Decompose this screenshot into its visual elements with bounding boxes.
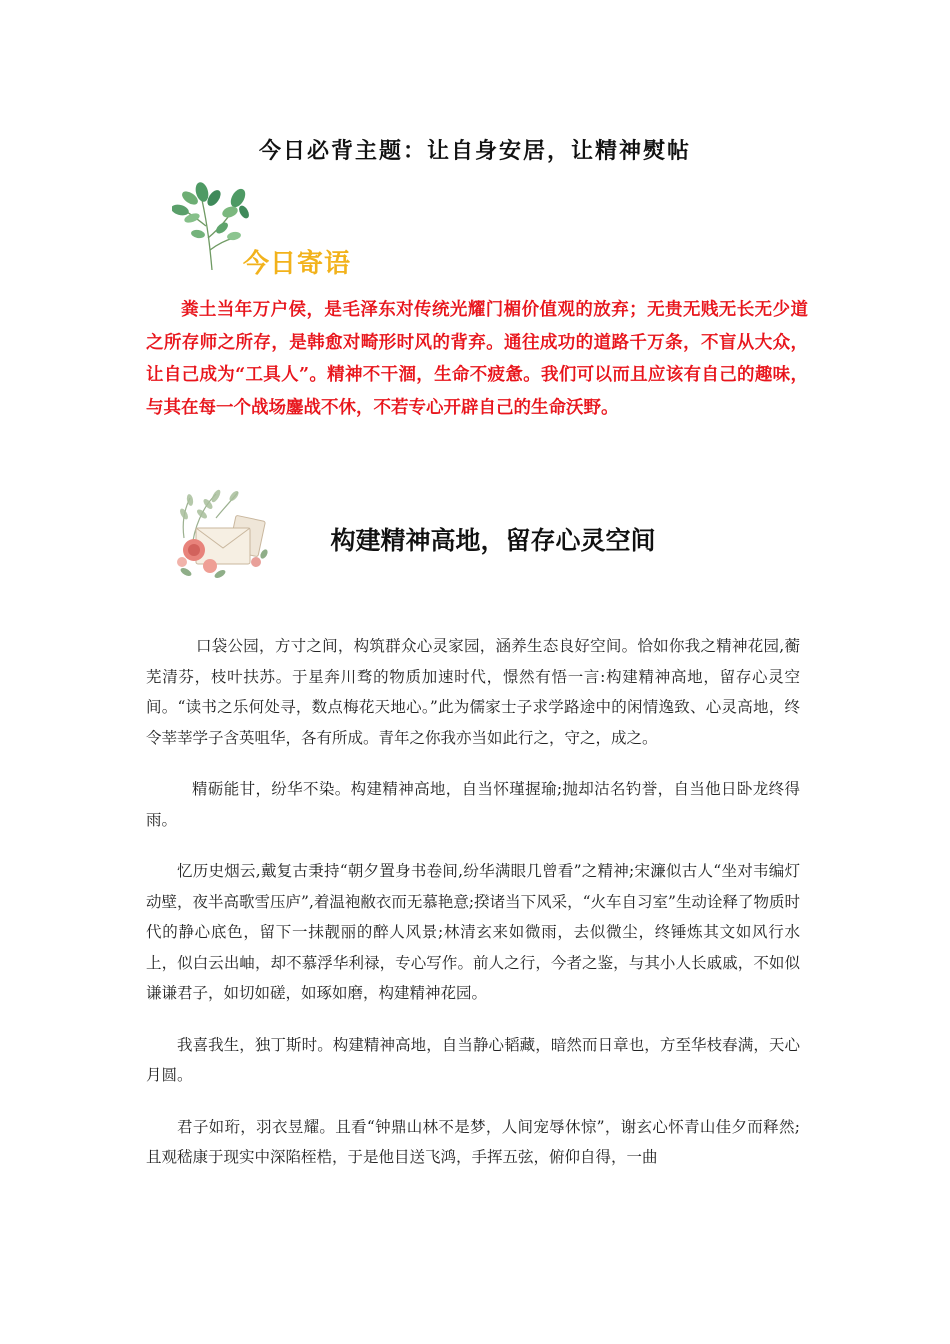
green-leaf-branch-icon xyxy=(172,178,252,273)
motto-heading: 今日寄语 xyxy=(243,249,352,279)
essay-paragraph: 我喜我生，独丁斯时。构建精神高地，自当静心韬藏，暗然而日章也，方至华枝春满，天心月圆。 xyxy=(146,1035,800,1084)
essay-paragraph: 精砺能甘，纷华不染。构建精神高地，自当怀瑾握瑜;抛却沽名钓誉，自当他日卧龙终得雨。 xyxy=(146,780,800,829)
essay-body xyxy=(146,631,800,1194)
essay-title: 构建精神高地，留存心灵空间 xyxy=(330,526,656,555)
essay-paragraph: 忆历史烟云,戴复古秉持“朝夕置身书卷间,纷华满眼几曾看”之精神;宋濂似古人“坐对韦编灯动壁，夜半高歌雪压庐”,着温袍敝衣而无慕艳意;揆诸当下风采，“火车自习室”生动诠释了物质时代的静心底色，留下一抹靓丽的醉人风景;林清玄来如微雨，去似微尘，终锤炼其文如风行水上，似白云出岫，却不慕浮华利禄，专心写作。前人之行，今者之鉴，与其小人长戚戚，不如似谦谦君子，如切如磋，如琢如磨，构建精神花园。 xyxy=(146,862,800,1002)
essay-paragraph: 君子如珩，羽衣昱耀。且看“钟鼎山林不是梦，人间宠辱休惊”，谢玄心怀青山佳夕而释然;且观嵇康于现实中深陷桎梏，于是他目送飞鸿，手挥五弦，俯仰自得，一曲 xyxy=(146,1117,800,1166)
motto-text: 粪土当年万户侯，是毛泽东对传统光耀门楣价值观的放弃；无贵无贱无长无少道之所存师之所存，是韩愈对畸形时风的背弃。通往成功的道路千万条，不盲从大众，让自己成为“工具人”。精神不干涸，生命不疲惫。我们可以而且应该有自己的趣味，与其在每一个战场鏖战不休，不若专心开辟自己的生命沃野。 xyxy=(146,300,808,418)
essay-paragraph: 口袋公园，方寸之间，构筑群众心灵家园，涵养生态良好空间。恰如你我之精神花园,蘅芜清芬，枝叶扶苏。于星奔川骛的物质加速时代，憬然有悟一言:构建精神高地，留存心灵空间。“读书之乐何处寻，数点梅花天地心。”此为儒家士子求学路途中的闲情逸致、心灵高地，终令莘莘学子含英咀华，各有所成。青年之你我亦当如此行之，守之，成之。 xyxy=(146,637,800,747)
page-title: 今日必背主题：让自身安居，让精神熨帖 xyxy=(258,138,691,164)
